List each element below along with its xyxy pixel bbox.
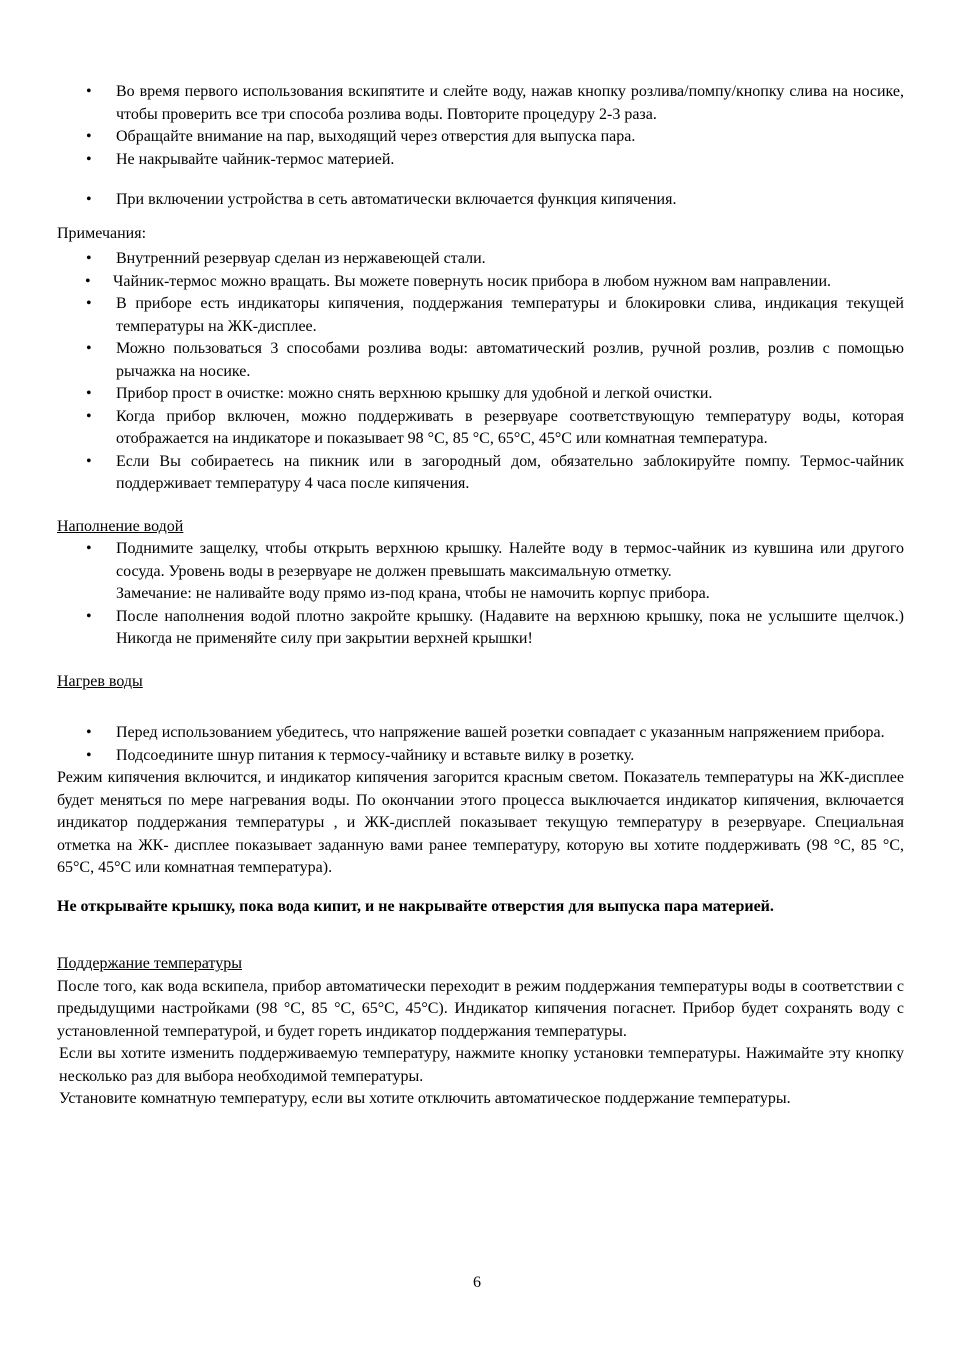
list-item: • Не накрывайте чайник-термос материей. — [57, 149, 904, 172]
heating-heading: Нагрев воды — [57, 672, 143, 690]
heating-list — [57, 722, 904, 767]
list-item: • Если Вы собираетесь на пикник или в загородный дом, обязательно заблокируйте помпу. Термос-чайник поддерживает температуру 4 часа после кипячения. — [57, 451, 904, 496]
notes-rotate-item: • Чайник-термос можно вращать. Вы можете повернуть носик прибора в любом нужном вам направлении. — [85, 272, 832, 290]
filling-step-text: Поднимите защелку, чтобы открыть верхнюю крышку. Налейте воду в термос-чайник из кувшина или другого сосуда. Уровень воды в резервуаре не должен превышать максимальную отметку. — [116, 540, 904, 580]
filling-step-note: Замечание: не наливайте воду прямо из-под крана, чтобы не намочить корпус прибора. — [116, 585, 710, 602]
list-item: • Можно пользоваться 3 способами розлива воды: автоматический розлив, ручной розлив, розлив с помощью рычажка на носике. — [57, 338, 904, 383]
list-item: • Внутренний резервуар сделан из нержавеющей стали. — [57, 248, 904, 271]
notes-title: Примечания: — [57, 224, 147, 242]
list-item: • Обращайте внимание на пар, выходящий через отверстия для выпуска пара. — [57, 126, 904, 149]
keeping-paragraph-2: Если вы хотите изменить поддерживаемую температуру, нажмите кнопку установки температуры. Нажимайте эту кнопку несколько раз для выбора необходимой температуры. — [59, 1045, 904, 1085]
keeping-paragraph-3: Установите комнатную температуру, если вы хотите отключить автоматическое поддержание температуры. — [59, 1090, 791, 1107]
list-item: • В приборе есть индикаторы кипячения, поддержания температуры и блокировки слива, индикация текущей температуры на ЖК-дисплее. — [57, 293, 904, 338]
list-item: • Перед использованием убедитесь, что напряжение вашей розетки совпадает с указанным напряжением прибора. — [57, 722, 904, 745]
notes-list-continued — [57, 293, 904, 496]
list-item: • Прибор прост в очистке: можно снять верхнюю крышку для удобной и легкой очистки. — [57, 383, 904, 406]
auto-boil-list — [57, 189, 904, 212]
notes-list — [57, 248, 904, 271]
list-item: • При включении устройства в сеть автоматически включается функция кипячения. — [57, 189, 904, 212]
heating-paragraph: Режим кипячения включится, и индикатор кипячения загорится красным светом. Показатель температуры на ЖК-дисплее будет меняться по мере нагревания воды. По окончании этого процесса выключается индикатор кипячения, включается индикатор поддержания температуры , и ЖК-дисплей показывает текущую температуру в резервуаре. Специальная отметка на ЖК- дисплее показывает заданную вами ранее температуру, которую вы хотите поддерживать (98 °C, 85 °C, 65°C, 45°C или комнатная температура). — [57, 769, 904, 876]
list-item: • Когда прибор включен, можно поддерживать в резервуаре соответствующую температуру воды, которая отображается на индикаторе и показывает 98 °C, 85 °C, 65°C, 45°C или комнатная температура. — [57, 406, 904, 451]
list-item: • После наполнения водой плотно закройте крышку. (Надавите на верхнюю крышку, пока не услышите щелчок.) Никогда не применяйте силу при закрытии верхней крышки! — [57, 606, 904, 651]
list-item — [57, 538, 904, 606]
page-number: 6 — [473, 1274, 481, 1291]
heating-warning: Не открывайте крышку, пока вода кипит, и не накрывайте отверстия для выпуска пара материей. — [57, 897, 774, 915]
intro-bullet-list — [57, 81, 904, 171]
keeping-heading: Поддержание температуры — [57, 955, 242, 972]
keeping-paragraph-1: После того, как вода вскипела, прибор автоматически переходит в режим поддержания температуры воды в соответствии с предыдущими настройками (98 °C, 85 °C, 65°C, 45°C). Индикатор кипячения погаснет. Прибор будет сохранять воду с установленной температурой, и будет гореть индикатор поддержания температуры. — [57, 977, 904, 1040]
document-page — [57, 81, 904, 1111]
list-item: • Подсоедините шнур питания к термосу-чайнику и вставьте вилку в розетку. — [57, 745, 904, 768]
list-item: • Во время первого использования вскипятите и слейте воду, нажав кнопку розлива/помпу/кнопку слива на носике, чтобы проверить все три способа розлива воды. Повторите процедуру 2-3 раза. — [57, 81, 904, 126]
filling-heading: Наполнение водой — [57, 517, 184, 535]
filling-list — [57, 538, 904, 651]
